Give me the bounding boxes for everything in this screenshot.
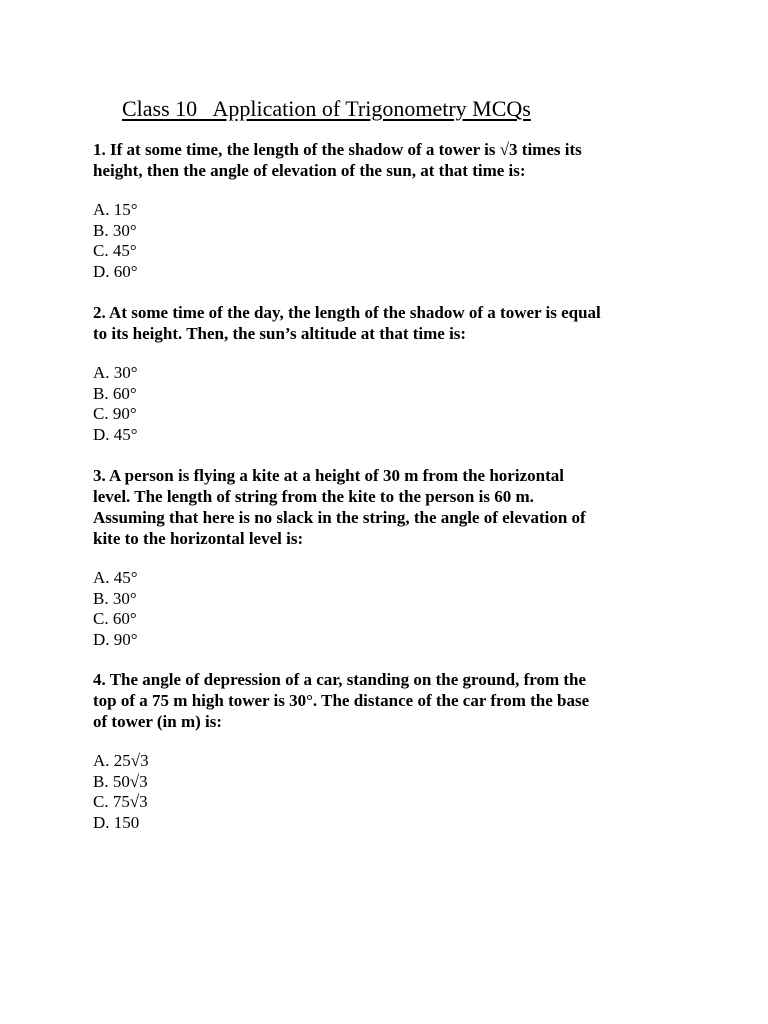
question-1-options bbox=[93, 200, 693, 282]
question-3-line-3: Assuming that here is no slack in the string, the angle of elevation of bbox=[93, 508, 586, 527]
option-d: D. 45° bbox=[93, 424, 138, 444]
option-d: D. 150 bbox=[93, 812, 140, 832]
option-c: C. 45° bbox=[93, 241, 137, 260]
question-2-line-1: 2. At some time of the day, the length of the shadow of a tower is equal bbox=[93, 303, 601, 322]
option-d: D. 90° bbox=[93, 629, 138, 649]
question-1-line-2: height, then the angle of elevation of the sun, at that time is: bbox=[93, 161, 526, 180]
option-a: A. 30° bbox=[93, 363, 138, 382]
option-a: A. 15° bbox=[93, 200, 138, 219]
question-4-text bbox=[93, 669, 693, 732]
option-c: C. 90° bbox=[93, 404, 137, 423]
page-title: Class 10 Application of Trigonometry MCQs bbox=[122, 96, 531, 121]
option-d: D. 60° bbox=[93, 261, 138, 281]
question-3 bbox=[93, 465, 693, 650]
option-b: B. 60° bbox=[93, 383, 137, 403]
option-a: A. 45° bbox=[93, 568, 138, 587]
question-3-text bbox=[93, 465, 693, 549]
question-3-line-2: level. The length of string from the kite to the person is 60 m. bbox=[93, 487, 534, 506]
question-1 bbox=[93, 139, 693, 282]
option-a: A. 25√3 bbox=[93, 751, 149, 770]
question-4-line-1: 4. The angle of depression of a car, standing on the ground, from the bbox=[93, 670, 587, 689]
question-2-options bbox=[93, 363, 693, 445]
option-b: B. 50√3 bbox=[93, 771, 148, 791]
question-2-line-2: to its height. Then, the sun’s altitude at that time is: bbox=[93, 324, 467, 343]
question-4-line-2: top of a 75 m high tower is 30°. The distance of the car from the base bbox=[93, 691, 590, 710]
question-3-line-1: 3. A person is flying a kite at a height of 30 m from the horizontal bbox=[93, 466, 564, 485]
option-b: B. 30° bbox=[93, 220, 137, 240]
question-3-line-4: kite to the horizontal level is: bbox=[93, 529, 304, 548]
question-4 bbox=[93, 669, 693, 833]
question-3-options bbox=[93, 568, 693, 650]
option-c: C. 60° bbox=[93, 609, 137, 628]
question-2 bbox=[93, 302, 693, 445]
question-2-text bbox=[93, 302, 693, 344]
option-c: C. 75√3 bbox=[93, 792, 148, 811]
question-4-options bbox=[93, 751, 693, 833]
option-b: B. 30° bbox=[93, 588, 137, 608]
question-4-line-3: of tower (in m) is: bbox=[93, 712, 223, 731]
question-1-line-1: 1. If at some time, the length of the shadow of a tower is √3 times its bbox=[93, 140, 582, 159]
question-1-text bbox=[93, 139, 693, 181]
